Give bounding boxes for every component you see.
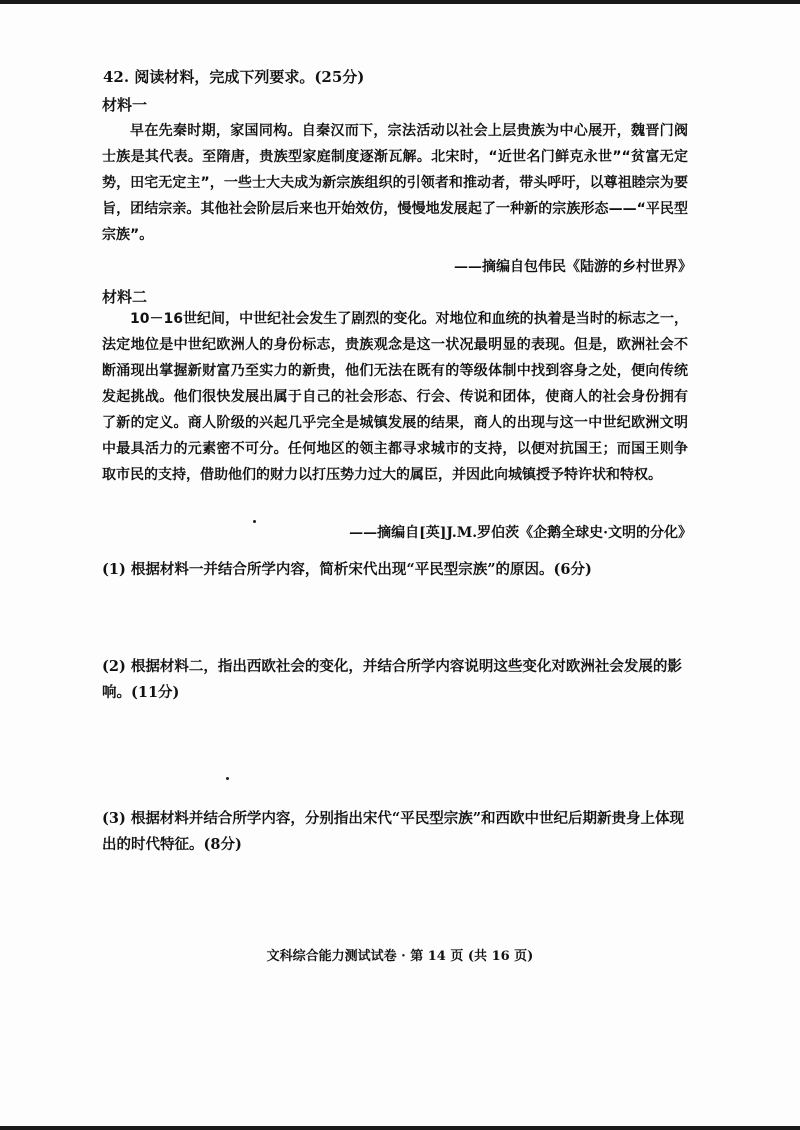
top-border	[0, 0, 800, 4]
material-1-text: 早在先秦时期，家国同构。自秦汉而下，宗法活动以社会上层贵族为中心展开，魏晋门阀士族是其代表。至隋唐，贵族型家庭制度逐渐瓦解。北宋时，“近世名门鲜克永世”“贫富无定势，田宅无定主”，一些士大夫成为新宗族组织的引领者和推动者，带头呼吁，以尊祖睦宗为要旨，团结宗亲。其他社会阶层后来也开始效仿，慢慢地发展起了一种新的宗族形态——“平民型宗族”。	[102, 123, 688, 243]
subquestion-2: (2) 根据材料二，指出西欧社会的变化，并结合所学内容说明这些变化对欧洲社会发展的影响。(11分)	[102, 658, 682, 701]
question-title: 42. 阅读材料，完成下列要求。(25分)	[103, 68, 365, 86]
subquestion-1: (1) 根据材料一并结合所学内容，简析宋代出现“平民型宗族”的原因。(6分)	[102, 561, 592, 578]
bottom-border	[0, 1126, 800, 1130]
subquestion-3: (3) 根据材料并结合所学内容，分别指出宋代“平民型宗族”和西欧中世纪后期新贵身上体现出的时代特征。(8分)	[102, 810, 685, 853]
scan-speck	[253, 520, 256, 523]
scan-speck	[226, 777, 229, 780]
page-footer: 文科综合能力测试试卷 · 第 14 页 (共 16 页)	[266, 949, 534, 964]
material-1-source: ——摘编自包伟民《陆游的乡村世界》	[454, 259, 692, 275]
material-2-text: 10－16世纪间，中世纪社会发生了剧烈的变化。对地位和血统的执着是当时的标志之一，法定地位是中世纪欧洲人的身份标志，贵族观念是这一状况最明显的表现。但是，欧洲社会不断涌现出掌握新财富乃至实力的新贵，他们无法在既有的等级体制中找到容身之处，便向传统发起挑战。他们很快发展出属于自己的社会形态、行会、传说和团体，使商人的社会身份拥有了新的定义。商人阶级的兴起几乎完全是城镇发展的结果，商人的出现与这一中世纪欧洲文明中最具活力的元素密不可分。任何地区的领主都寻求城市的支持，以便对抗国王；而国王则争取市民的支持，借助他们的财力以打压势力过大的属臣，并因此向城镇授予特许状和特权。	[102, 311, 688, 483]
material-1-label: 材料一	[102, 96, 148, 114]
material-2-label: 材料二	[102, 288, 148, 306]
material-2-source: ——摘编自[英]J.M.罗伯茨《企鹅全球史·文明的分化》	[349, 525, 692, 541]
